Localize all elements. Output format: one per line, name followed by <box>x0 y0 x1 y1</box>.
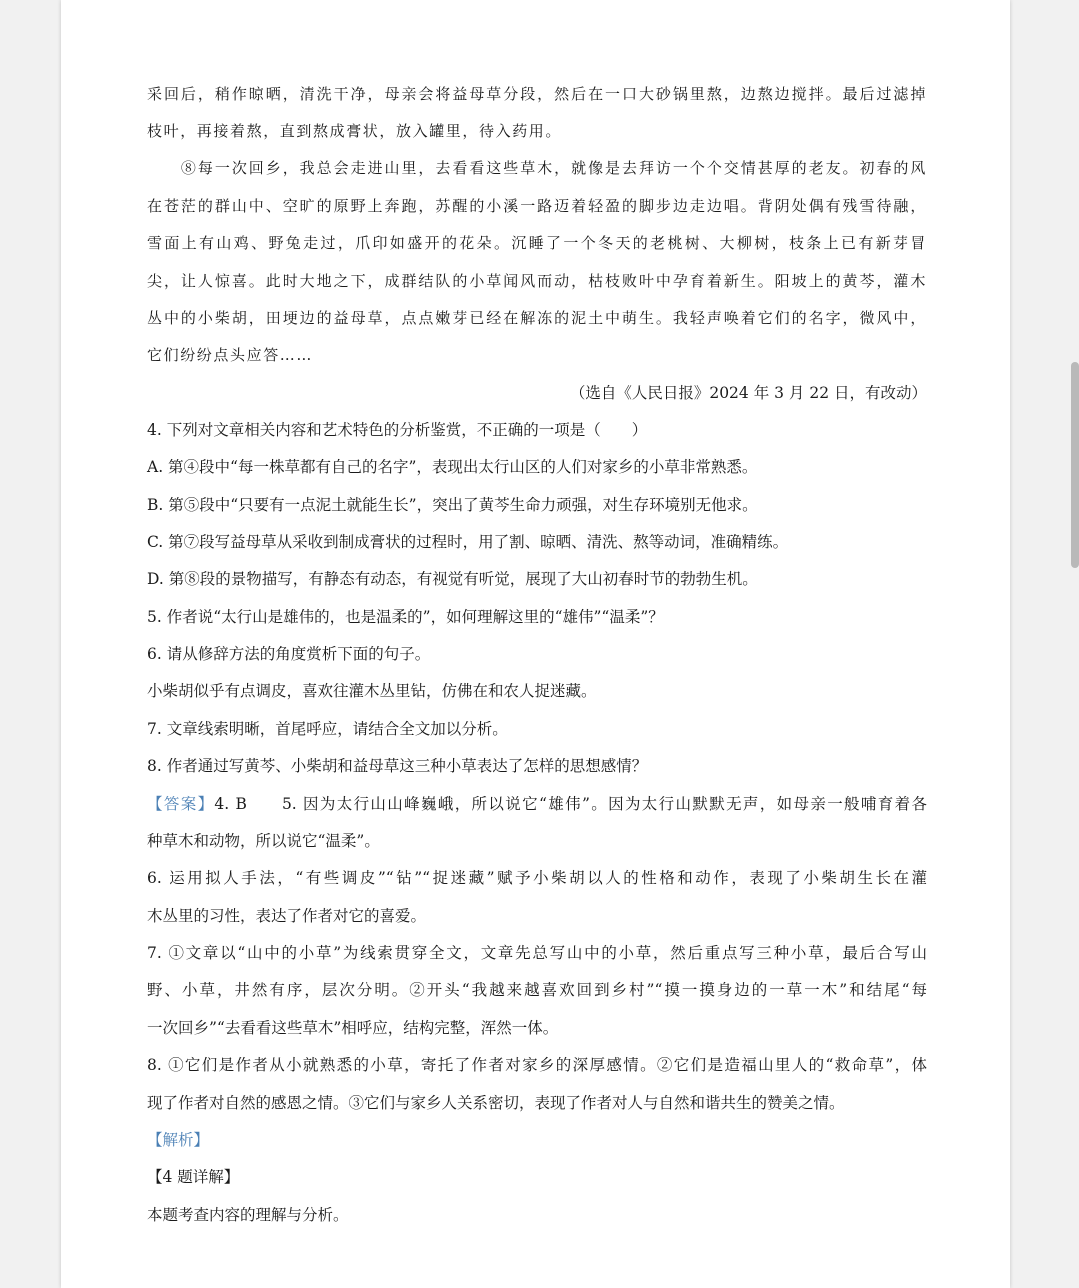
option-a: A. 第④段中“每一株草都有自己的名字”，表现出太行山区的人们对家乡的小草非常熟悉。 <box>147 458 758 476</box>
story-line: 在苍茫的群山中、空旷的原野上奔跑，苏醒的小溪一路迈着轻盈的脚步边走边唱。背阴处偶有残雪待融， <box>147 197 927 215</box>
question-8: 8. 作者通过写黄芩、小柴胡和益母草这三种小草表达了怎样的思想感情？ <box>147 757 648 775</box>
question-7: 7. 文章线索明晰，首尾呼应，请结合全文加以分析。 <box>147 720 508 738</box>
answer-line: 野、小草，井然有序，层次分明。②开头“我越来越喜欢回到乡村”“摸一摸身边的一草一木”和结尾“每 <box>147 981 927 999</box>
answer-line: 现了作者对自然的感恩之情。③它们与家乡人关系密切，表现了作者对人与自然和谐共生的赞美之情。 <box>147 1094 845 1112</box>
answer-line: 8. ①它们是作者从小就熟悉的小草，寄托了作者对家乡的深厚感情。②它们是造福山里人的“救命草”，体 <box>147 1056 927 1074</box>
story-line: 它们纷纷点头应答…… <box>147 346 314 364</box>
story-line: 枝叶，再接着熬，直到熬成膏状，放入罐里，待入药用。 <box>147 122 563 140</box>
story-line: 丛中的小柴胡，田埂边的益母草，点点嫩芽已经在解冻的泥土中萌生。我轻声唤着它们的名字，微风中， <box>147 309 927 327</box>
answer-line: 7. ①文章以“山中的小草”为线索贯穿全文，文章先总写山中的小草，然后重点写三种小草，最后合写山 <box>147 944 927 962</box>
answer-line: 一次回乡”“去看看这些草木”相呼应，结构完整，浑然一体。 <box>147 1019 559 1037</box>
story-line: 雪面上有山鸡、野兔走过，爪印如盛开的花朵。沉睡了一个冬天的老桃树、大柳树，枝条上已有新芽冒 <box>147 234 927 252</box>
source-citation: （选自《人民日报》2024 年 3 月 22 日，有改动） <box>569 384 927 402</box>
question-6-sentence: 小柴胡似乎有点调皮，喜欢往灌木丛里钻，仿佛在和农人捉迷藏。 <box>147 682 597 700</box>
analysis-tag: 【解析】 <box>147 1131 210 1149</box>
question-4: 4. 下列对文章相关内容和艺术特色的分析鉴赏，不正确的一项是（ ） <box>147 421 648 439</box>
story-line: ⑧每一次回乡，我总会走进山里，去看看这些草木，就像是去拜访一个个交情甚厚的老友。初春的风 <box>147 159 927 177</box>
answer-tag: 【答案】 <box>147 795 215 813</box>
detail-heading: 【4 题详解】 <box>147 1168 240 1186</box>
question-5: 5. 作者说“太行山是雄伟的，也是温柔的”，如何理解这里的“雄伟”“温柔”？ <box>147 608 664 626</box>
answer-line: 木丛里的习性，表达了作者对它的喜爱。 <box>147 907 427 925</box>
answer-line: 6. 运用拟人手法，“有些调皮”“钻”“捉迷藏”赋予小柴胡以人的性格和动作，表现了小柴胡生长在灌 <box>147 869 927 887</box>
answer-line <box>147 794 927 814</box>
document-page <box>61 0 1010 1288</box>
answer-line: 种草木和动物，所以说它“温柔”。 <box>147 832 380 850</box>
option-c: C. 第⑦段写益母草从采收到制成膏状的过程时，用了割、晾晒、清洗、熬等动词，准确精练。 <box>147 533 789 551</box>
question-6: 6. 请从修辞方法的角度赏析下面的句子。 <box>147 645 431 663</box>
option-d: D. 第⑧段的景物描写，有静态有动态，有视觉有听觉，展现了大山初春时节的勃勃生机。 <box>147 570 758 588</box>
story-line: 尖，让人惊喜。此时大地之下，成群结队的小草闻风而动，枯枝败叶中孕育着新生。阳坡上的黄芩，灌木 <box>147 272 927 290</box>
vertical-scrollbar[interactable] <box>1071 362 1079 568</box>
answer-text: 4. B 5. 因为太行山山峰巍峨，所以说它“雄伟”。因为太行山默默无声，如母亲一般哺育着各 <box>214 795 927 813</box>
detail-text: 本题考查内容的理解与分析。 <box>147 1206 349 1224</box>
story-line: 采回后，稍作晾晒，清洗干净，母亲会将益母草分段，然后在一口大砂锅里熬，边熬边搅拌。最后过滤掉 <box>147 85 927 103</box>
option-b: B. 第⑤段中“只要有一点泥土就能生长”，突出了黄芩生命力顽强，对生存环境别无他求。 <box>147 496 758 514</box>
